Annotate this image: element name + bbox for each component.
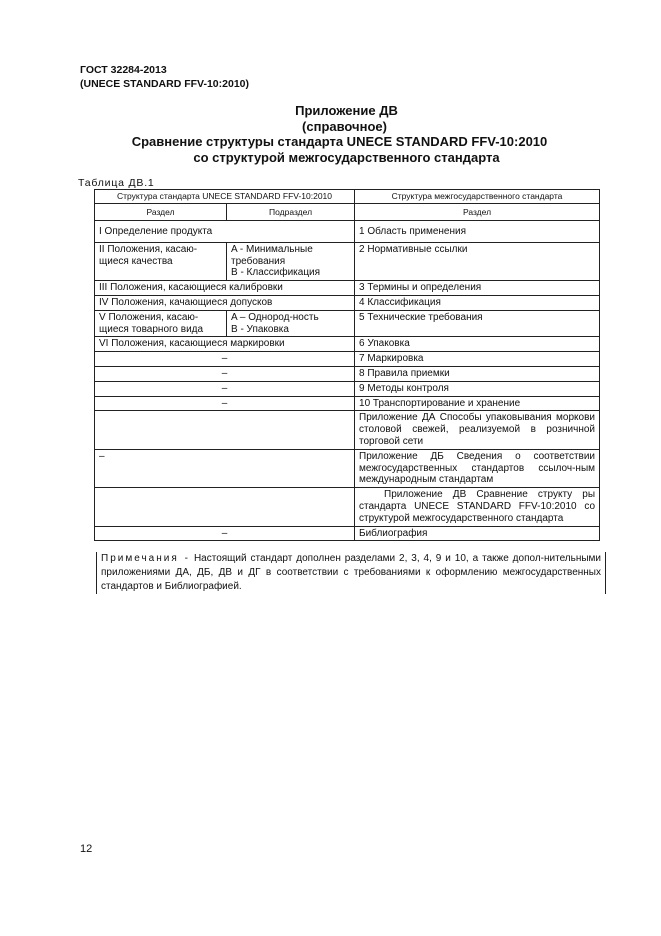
cell-right: 9 Методы контроля: [355, 381, 600, 396]
cell-left: –: [95, 352, 355, 367]
cell-right: 4 Классификация: [355, 295, 600, 310]
cell-right: Приложение ДВ Сравнение структу ры стандарта UNECE STANDARD FFV-10:2010 со структурой межгосударственного стандарта: [355, 488, 600, 526]
appendix-kind: (справочное): [302, 118, 387, 134]
table-row: [95, 396, 600, 411]
cell-right: 3 Термины и определения: [355, 281, 600, 296]
subheader-subsection: Подраздел: [227, 203, 355, 221]
subheader-right-section: Раздел: [355, 203, 600, 221]
table-row: [95, 242, 600, 280]
table-row: [95, 221, 600, 243]
subsection-b: B - Классификация: [231, 267, 321, 279]
cell-left: –: [95, 396, 355, 411]
cell-right: 2 Нормативные ссылки: [355, 242, 600, 280]
table-row: [95, 526, 600, 541]
appendix-label: Приложение ДВ: [295, 103, 398, 118]
table-row: [95, 381, 600, 396]
header-interstate-structure: Структура межгосударственного стандарта: [355, 190, 600, 204]
table-row: [95, 352, 600, 367]
note-label: Примечания -: [101, 553, 190, 564]
table-row: [95, 366, 600, 381]
table-subheader-row: [95, 203, 600, 221]
document-header: [80, 63, 249, 91]
cell-right: 5 Технические требования: [355, 310, 600, 337]
cell-left: III Положения, касающиеся калибровки: [95, 281, 355, 296]
cell-right: 1 Область применения: [355, 221, 600, 243]
page-number: 12: [80, 843, 93, 855]
table-row: [95, 411, 600, 449]
cell-section: V Положения, касаю-щиеся товарного вида: [95, 310, 227, 337]
appendix-title-line1: Сравнение структуры стандарта UNECE STANDARD FFV-10:2010: [131, 134, 548, 149]
table-note: [96, 552, 606, 594]
subsection-a: A – Однород-ность: [231, 311, 319, 323]
table-header-row: [95, 190, 600, 204]
cell-left-empty: [95, 411, 355, 449]
cell-right: 8 Правила приемки: [355, 366, 600, 381]
cell-left: –: [95, 366, 355, 381]
subsection-a: A - Минимальные требования: [231, 243, 313, 267]
table-row: [95, 295, 600, 310]
comparison-table: [94, 189, 600, 541]
cell-section: II Положения, касаю-щиеся качества: [95, 242, 227, 280]
appendix-title-line2: со структурой межгосударственного стандарта: [193, 149, 500, 165]
cell-right: Приложение ДБ Сведения о соответствии межгосударственных стандартов ссылоч-ным международным стандартам: [355, 449, 600, 487]
table-row: [95, 449, 600, 487]
table-caption: Таблица ДВ.1: [78, 177, 155, 189]
cell-left: –: [95, 449, 355, 487]
cell-left: VI Положения, касающиеся маркировки: [95, 337, 355, 352]
table-row: [95, 310, 600, 337]
subheader-section: Раздел: [95, 203, 227, 221]
cell-left: I Определение продукта: [95, 221, 355, 243]
note-text: Настоящий стандарт дополнен разделами 2, 3, 4, 9 и 10, а также допол-нительными приложениями ДА, ДБ, ДВ и ДГ в соответствии с требованиями к оформлению межгосударственных стандартов и Библиографией.: [101, 553, 602, 592]
cell-left: –: [95, 526, 355, 541]
header-unece-structure: Структура стандарта UNECE STANDARD FFV-10:2010: [95, 190, 355, 204]
subsection-b: B - Упаковка: [231, 323, 289, 335]
cell-left-empty: [95, 488, 355, 526]
table-row: [95, 488, 600, 526]
cell-right: 7 Маркировка: [355, 352, 600, 367]
table-row: [95, 337, 600, 352]
appendix-title-block: [0, 103, 661, 165]
cell-right: 6 Упаковка: [355, 337, 600, 352]
cell-left: IV Положения, качающиеся допусков: [95, 295, 355, 310]
standard-reference: (UNECE STANDARD FFV-10:2010): [80, 78, 249, 90]
table-row: [95, 281, 600, 296]
cell-subsection: [227, 310, 355, 337]
cell-subsection: [227, 242, 355, 280]
cell-left: –: [95, 381, 355, 396]
cell-right: Приложение ДА Способы упаковывания моркови столовой свежей, реализуемой в розничной торговой сети: [355, 411, 600, 449]
standard-number: ГОСТ 32284-2013: [80, 64, 167, 76]
cell-right: Библиография: [355, 526, 600, 541]
cell-right: 10 Транспортирование и хранение: [355, 396, 600, 411]
